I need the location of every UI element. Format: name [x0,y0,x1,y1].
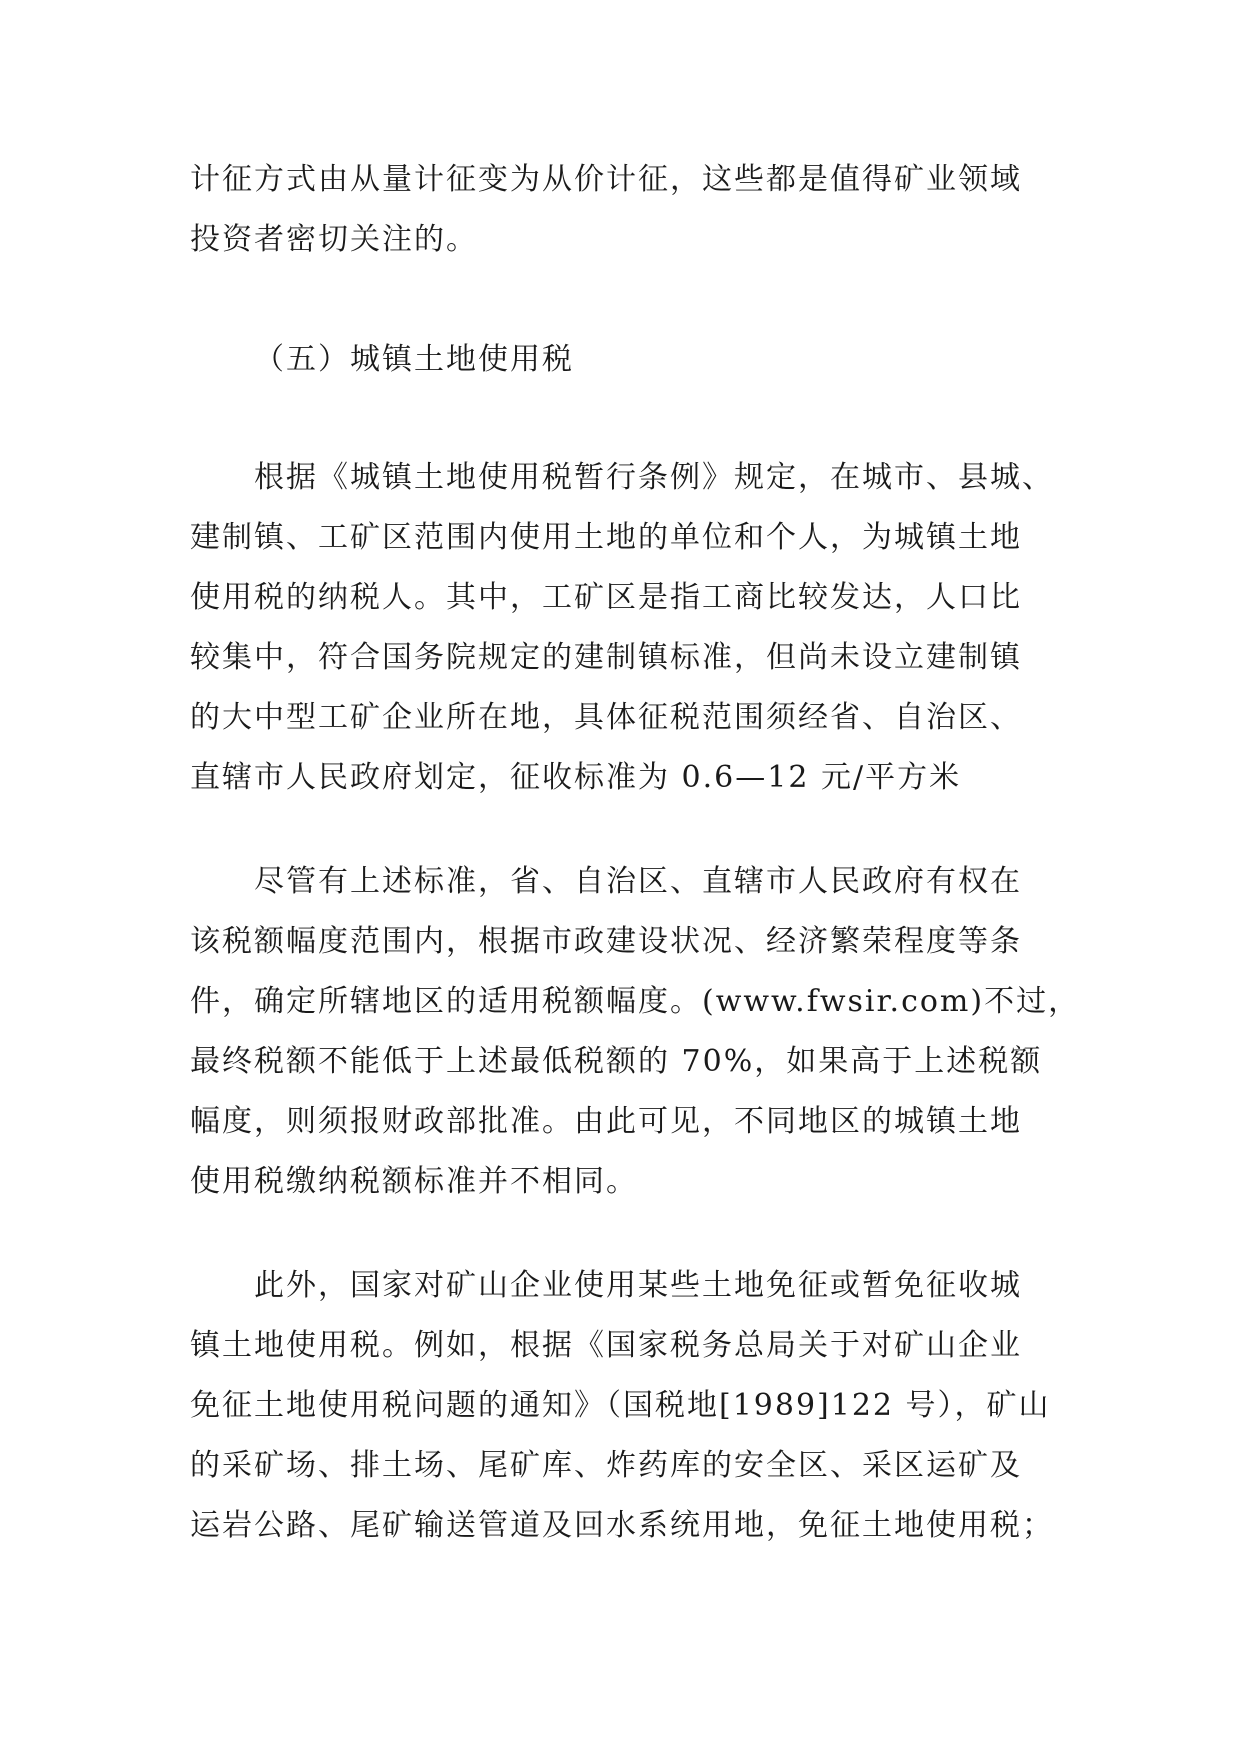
text-line: 最终税额不能低于上述最低税额的 70%，如果高于上述税额 [190,1044,1043,1079]
text-line: 较集中，符合国务院规定的建制镇标准，但尚未设立建制镇 [190,640,1022,675]
text-line: 该税额幅度范围内，根据市政建设状况、经济繁荣程度等条 [190,924,1022,959]
paragraph-continuation [190,150,1070,270]
text-line: 根据《城镇土地使用税暂行条例》规定，在城市、县城、 [254,460,1054,495]
text-line: 运岩公路、尾矿输送管道及回水系统用地，免征土地使用税； [190,1508,1054,1543]
section-heading [190,330,1070,390]
text-line: 尽管有上述标准，省、自治区、直辖市人民政府有权在 [254,864,1022,899]
text-line: 使用税的纳税人。其中，工矿区是指工商比较发达，人口比 [190,580,1022,615]
text-line: 的大中型工矿企业所在地，具体征税范围须经省、自治区、 [190,700,1022,735]
text-line: 的采矿场、排土场、尾矿库、炸药库的安全区、采区运矿及 [190,1448,1022,1483]
paragraph-tax-range [190,852,1081,1212]
text-line: 镇土地使用税。例如，根据《国家税务总局关于对矿山企业 [190,1328,1022,1363]
text-line: 免征土地使用税问题的通知》（国税地[1989]122 号），矿山 [190,1388,1051,1423]
text-line: 计征方式由从量计征变为从价计征，这些都是值得矿业领域 [190,162,1022,197]
text-line: 幅度，则须报财政部批准。由此可见，不同地区的城镇土地 [190,1104,1022,1139]
section-title: （五）城镇土地使用税 [254,342,574,377]
text-line: 件，确定所辖地区的适用税额幅度。(www.fwsir.com)不过， [190,984,1081,1019]
text-line: 投资者密切关注的。 [190,222,478,257]
text-line: 此外，国家对矿山企业使用某些土地免征或暂免征收城 [254,1268,1022,1303]
paragraph-tax-definition [190,448,1070,808]
text-line: 建制镇、工矿区范围内使用土地的单位和个人，为城镇土地 [190,520,1022,555]
paragraph-exemptions [190,1256,1070,1556]
text-line: 直辖市人民政府划定，征收标准为 0.6—12 元/平方米 [190,760,962,795]
text-line: 使用税缴纳税额标准并不相同。 [190,1164,638,1199]
